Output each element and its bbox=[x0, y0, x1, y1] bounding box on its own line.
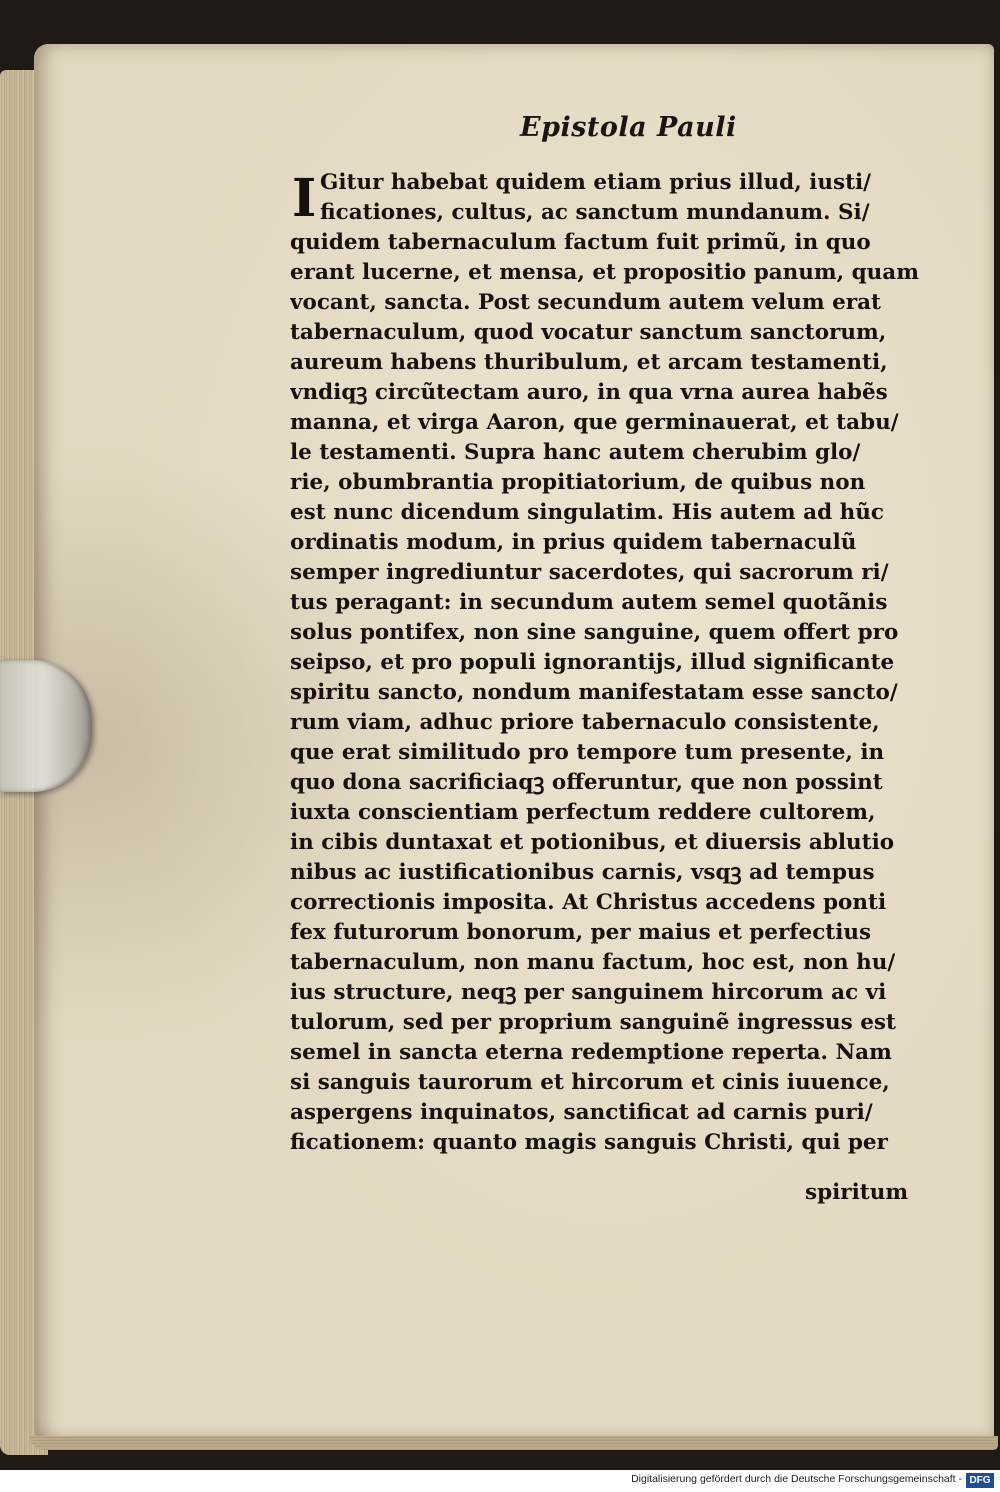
text-line: iuxta conscientiam perfectum reddere cultorem, bbox=[290, 800, 876, 825]
text-line: si sanguis taurorum et hircorum et cinis iuuence, bbox=[290, 1070, 890, 1095]
text-line: seipso, et pro populi ignorantijs, illud significante bbox=[290, 650, 895, 675]
footer-bar bbox=[0, 1470, 1000, 1492]
text-line: le testamenti. Supra hanc autem cherubim glo/ bbox=[290, 440, 861, 465]
text-line: ficationes, cultus, ac sanctum mundanum. Si/ bbox=[320, 200, 870, 225]
text-line: vndiqꝫ circũtectam auro, in qua vrna aurea habẽs bbox=[290, 380, 888, 405]
text-line: rie, obumbrantia propitiatorium, de quibus non bbox=[290, 470, 866, 495]
text-line: semper ingrediuntur sacerdotes, qui sacrorum ri/ bbox=[290, 560, 889, 585]
text-line: fex futurorum bonorum, per maius et perfectius bbox=[290, 920, 872, 945]
text-line: que erat similitudo pro tempore tum presente, in bbox=[290, 740, 885, 765]
text-line: tabernaculum, non manu factum, hoc est, non hu/ bbox=[290, 950, 896, 975]
text-line: quidem tabernaculum factum fuit primũ, in quo bbox=[290, 230, 871, 255]
initial-letter: I bbox=[292, 168, 317, 229]
running-head: Epistola Pauli bbox=[520, 112, 737, 143]
text-line: aspergens inquinatos, sanctificat ad carnis puri/ bbox=[290, 1100, 873, 1125]
text-line: est nunc dicendum singulatim. His autem ad hũc bbox=[290, 500, 884, 525]
text-line: ordinatis modum, in prius quidem tabernaculũ bbox=[290, 530, 857, 555]
text-line: Gitur habebat quidem etiam prius illud, iusti/ bbox=[320, 170, 872, 195]
text-line: in cibis duntaxat et potionibus, et diuersis ablutio bbox=[290, 830, 895, 855]
catchword: spiritum bbox=[805, 1180, 909, 1205]
text-line: spiritu sancto, nondum manifestatam esse sancto/ bbox=[290, 680, 898, 705]
page-edges-bottom bbox=[30, 1436, 998, 1450]
text-line: tulorum, sed per proprium sanguinẽ ingressus est bbox=[290, 1010, 896, 1035]
text-line: ius structure, neqꝫ per sanguinem hircorum ac vi bbox=[290, 980, 887, 1005]
text-line: semel in sancta eterna redemptione reperta. Nam bbox=[290, 1040, 892, 1065]
body-text bbox=[290, 168, 940, 1158]
text-line: correctionis imposita. At Christus accedens ponti bbox=[290, 890, 887, 915]
text-line: manna, et virga Aaron, que germinauerat, et tabu/ bbox=[290, 410, 899, 435]
text-line: solus pontifex, non sine sanguine, quem offert pro bbox=[290, 620, 899, 645]
funding-credit: Digitalisierung gefördert durch die Deutsche Forschungsgemeinschaft - bbox=[631, 1473, 962, 1485]
dfg-logo: DFG bbox=[966, 1473, 994, 1488]
text-line: quo dona sacrificiaqꝫ offeruntur, que non possint bbox=[290, 770, 883, 795]
text-line: tabernaculum, quod vocatur sanctum sanctorum, bbox=[290, 320, 887, 345]
text-line: tus peragant: in secundum autem semel quotãnis bbox=[290, 590, 888, 615]
text-line: vocant, sancta. Post secundum autem velum erat bbox=[290, 290, 881, 315]
text-line: erant lucerne, et mensa, et propositio panum, quam bbox=[290, 260, 919, 285]
text-line: nibus ac iustificationibus carnis, vsqꝫ ad tempus bbox=[290, 860, 875, 885]
text-line: aureum habens thuribulum, et arcam testamenti, bbox=[290, 350, 888, 375]
text-line: ficationem: quanto magis sanguis Christi, qui per bbox=[290, 1130, 888, 1155]
text-line: rum viam, adhuc priore tabernaculo consistente, bbox=[290, 710, 880, 735]
